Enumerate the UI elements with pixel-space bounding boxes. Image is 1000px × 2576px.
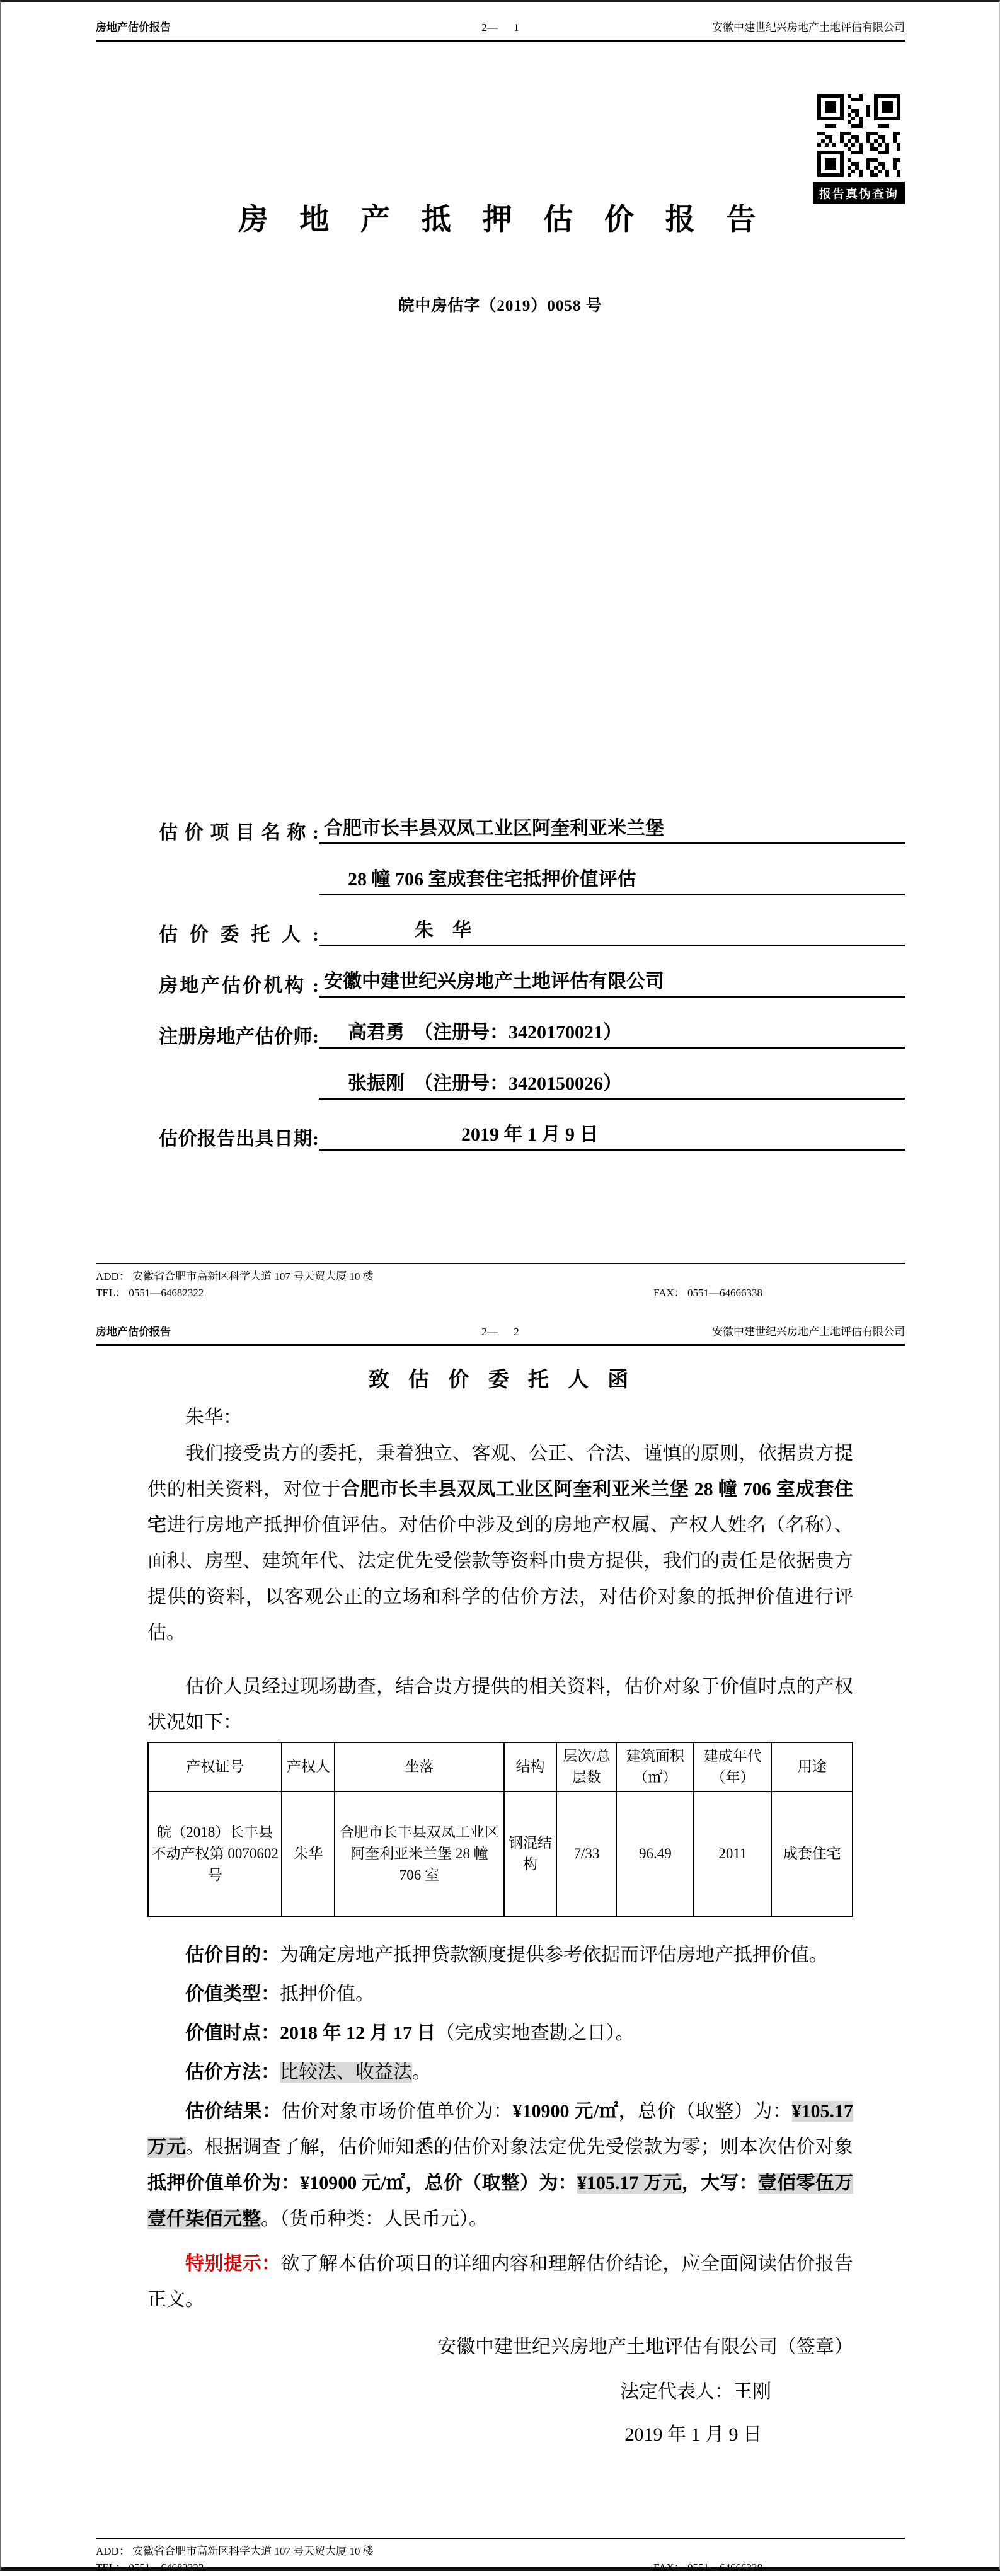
result-total-price-1: ¥105.17 万元 <box>147 2101 854 2158</box>
header-doc-type: 房地产估价报告 <box>96 21 171 33</box>
page-footer <box>96 2538 905 2576</box>
result-run-2: 估价对象市场价值单价为： <box>281 2101 513 2122</box>
table-cell-year: 2011 <box>694 1791 771 1916</box>
result-amount-in-words: 壹佰零伍万壹仟柒佰元整 <box>147 2173 854 2229</box>
purpose-text: 为确定房地产抵押贷款额度提供参考依据而评估房地产抵押价值。 <box>280 1945 828 1965</box>
table-cell-location: 合肥市长丰县双凤工业区阿奎利亚米兰堡 28 幢 706 室 <box>335 1791 503 1916</box>
page-2 <box>1 1306 999 2573</box>
client-value: 朱 华 <box>319 914 905 946</box>
table-cell-use: 成套住宅 <box>771 1791 853 1916</box>
value-date-value: 2018 年 12 月 17 日 <box>280 2023 436 2044</box>
special-notice-label: 特别提示： <box>185 2253 281 2274</box>
table-row <box>148 1791 853 1916</box>
project-name-label: 估 价 项 目 名 称 : <box>159 822 319 843</box>
agency-value: 安徽中建世纪兴房地产土地评估有限公司 <box>319 965 905 998</box>
purpose-label: 估价目的： <box>185 1945 280 1965</box>
qr-finder-icon <box>874 94 900 120</box>
result-run-4: ，总价（取整）为： <box>618 2101 792 2122</box>
table-header-cell: 建成年代（年） <box>694 1742 771 1791</box>
p1-run-1: 我们接受贵方的委托，秉着独立、客观、公正、合法、谨慎的原则，依据贵方提供的相关资料，对位于 <box>147 1443 853 1500</box>
value-type-line <box>147 1976 853 2012</box>
appraiser-2-value: 张振刚 （注册号：3420150026） <box>319 1067 905 1100</box>
value-date-label: 价值时点： <box>185 2023 280 2044</box>
project-name-value-line1: 合肥市长丰县双凤工业区阿奎利亚米兰堡 <box>319 812 905 844</box>
table-header-row <box>148 1742 853 1791</box>
special-notice-text: 欲了解本估价项目的详细内容和理解估价结论，应全面阅读估价报告正文。 <box>147 2253 854 2310</box>
qr-verify-block <box>813 94 905 204</box>
result-total-price-2: ¥105.17 万元 <box>577 2173 682 2194</box>
table-cell-structure: 钢混结构 <box>504 1791 557 1916</box>
footer-address: ADD： 安徽省合肥市高新区科学大道 107 号天贸大厦 10 楼 <box>96 1270 374 1282</box>
footer-fax: FAX： 0551—64666338 <box>653 1287 762 1299</box>
header-company: 安徽中建世纪兴房地产土地评估有限公司 <box>712 1326 905 1338</box>
table-header-cell: 建筑面积（㎡） <box>616 1742 694 1791</box>
qr-finder-icon <box>817 151 844 177</box>
result-paragraph <box>147 2093 853 2237</box>
form-row-project-name <box>159 793 905 844</box>
form-row-appraiser-1 <box>159 998 905 1049</box>
letter-paragraph-1 <box>147 1435 853 1651</box>
footer-contacts <box>96 2560 905 2576</box>
special-notice-paragraph <box>147 2246 853 2318</box>
table-cell-floor: 7/33 <box>556 1791 616 1916</box>
method-line <box>147 2054 853 2090</box>
signature-legal-rep: 法定代表人：王刚 <box>620 2381 771 2402</box>
appraiser-label: 注册房地产估价师: <box>159 1026 319 1047</box>
table-header-cell: 产权人 <box>282 1742 335 1791</box>
footer-tel: TEL： 0551—64682322 <box>96 1287 204 1299</box>
table-header-cell: 坐落 <box>335 1742 503 1791</box>
letter-body <box>147 1360 853 2452</box>
footer-address: ADD： 安徽省合肥市高新区科学大道 107 号天贸大厦 10 楼 <box>96 2545 374 2557</box>
form-row-project-name-2 <box>159 844 905 895</box>
page-header <box>96 1323 905 1346</box>
issue-date-label: 估价报告出具日期: <box>159 1129 319 1149</box>
result-unit-price-1: ¥10900 元/㎡ <box>512 2101 619 2122</box>
property-table <box>147 1742 853 1917</box>
form-row-appraiser-2 <box>159 1049 905 1100</box>
table-header-cell: 结构 <box>504 1742 557 1791</box>
method-tail: 。 <box>412 2062 431 2083</box>
form-row-agency <box>159 946 905 998</box>
page-1 <box>1 2 999 1306</box>
value-type-text: 抵押价值。 <box>280 1984 374 2004</box>
page-footer <box>96 1263 905 1301</box>
form-row-client <box>159 895 905 946</box>
result-run-13: 。（货币种类：人民币元）。 <box>261 2209 488 2229</box>
project-name-value-line2: 28 幢 706 室成套住宅抵押价值评估 <box>319 863 905 895</box>
result-run-11: ，大写： <box>681 2173 758 2194</box>
signature-block <box>147 2329 853 2452</box>
value-date-line <box>147 2015 853 2051</box>
page-header <box>96 18 905 42</box>
table-cell-cert-no: 皖（2018）长丰县不动产权第 0070602 号 <box>148 1791 282 1916</box>
table-cell-owner: 朱华 <box>282 1791 335 1916</box>
agency-label: 房地产估价机构 : <box>159 975 319 996</box>
result-label: 估价结果： <box>185 2101 282 2122</box>
property-status-paragraph: 估价人员经过现场勘查，结合贵方提供的相关资料，估价对象于价值时点的产权状况如下： <box>147 1676 853 1733</box>
report-title: 房 地 产 抵 押 估 价 报 告 <box>238 204 762 236</box>
p1-run-3: 进行房地产抵押价值评估。对估价中涉及到的房地产权属、产权人姓名（名称）、面积、房型、建筑年代、法定优先受偿款等资料由贵方提供，我们的责任是依据贵方提供的资料，以客观公正的立场和科学的估价方法，对估价对象的抵押价值进行评估。 <box>147 1515 854 1643</box>
footer-rule <box>96 2538 905 2539</box>
footer-contacts <box>96 1285 905 1301</box>
method-label: 估价方法： <box>185 2062 280 2083</box>
result-run-9: ，总价（取整）为： <box>405 2173 577 2194</box>
result-mortgage-label: 抵押价值单价为： <box>147 2173 301 2194</box>
footer-fax: FAX： 0551—64666338 <box>653 2562 762 2573</box>
header-doc-type: 房地产估价报告 <box>96 1326 171 1338</box>
letter-title: 致 估 价 委 托 人 函 <box>368 1369 633 1391</box>
purpose-line <box>147 1937 853 1973</box>
p1-subject-property: 合肥市长丰县双凤工业区阿奎利亚米兰堡 28 幢 706 室成套住宅 <box>147 1479 854 1536</box>
qr-finder-icon <box>817 94 844 120</box>
result-run-6: 。根据调查了解，估价师知悉的估价对象法定优先受偿款为零；则本次估价对象 <box>185 2137 854 2158</box>
header-company: 安徽中建世纪兴房地产土地评估有限公司 <box>712 21 905 33</box>
footer-tel: TEL： 0551—64682322 <box>96 2562 204 2573</box>
qr-verify-label: 报告真伪查询 <box>813 182 905 204</box>
table-header-cell: 产权证号 <box>148 1742 282 1791</box>
qr-code <box>817 94 900 177</box>
table-header-cell: 层次/总层数 <box>556 1742 616 1791</box>
cover-form <box>159 793 905 1151</box>
value-type-label: 价值类型： <box>185 1984 280 2004</box>
signature-company: 安徽中建世纪兴房地产土地评估有限公司（签章） <box>437 2337 853 2357</box>
header-page-number: 2— 1 <box>481 21 519 33</box>
result-unit-price-2: ¥10900 元/㎡ <box>300 2173 406 2194</box>
method-text: 比较法、收益法 <box>280 2062 412 2083</box>
appraiser-1-value: 高君勇 （注册号：3420170021） <box>319 1016 905 1049</box>
table-cell-area: 96.49 <box>616 1791 694 1916</box>
salutation: 朱华： <box>185 1407 242 1428</box>
form-row-issue-date <box>159 1100 905 1151</box>
issue-date-value: 2019 年 1 月 9 日 <box>319 1118 905 1151</box>
header-page-number: 2— 2 <box>481 1326 519 1338</box>
report-number: 皖中房估字（2019）0058 号 <box>398 297 602 314</box>
signature-date: 2019 年 1 月 9 日 <box>624 2424 762 2445</box>
table-header-cell: 用途 <box>771 1742 853 1791</box>
value-date-tail: （完成实地查勘之日）。 <box>435 2023 635 2044</box>
client-label: 估 价 委 托 人 : <box>159 924 319 945</box>
footer-rule <box>96 1263 905 1264</box>
